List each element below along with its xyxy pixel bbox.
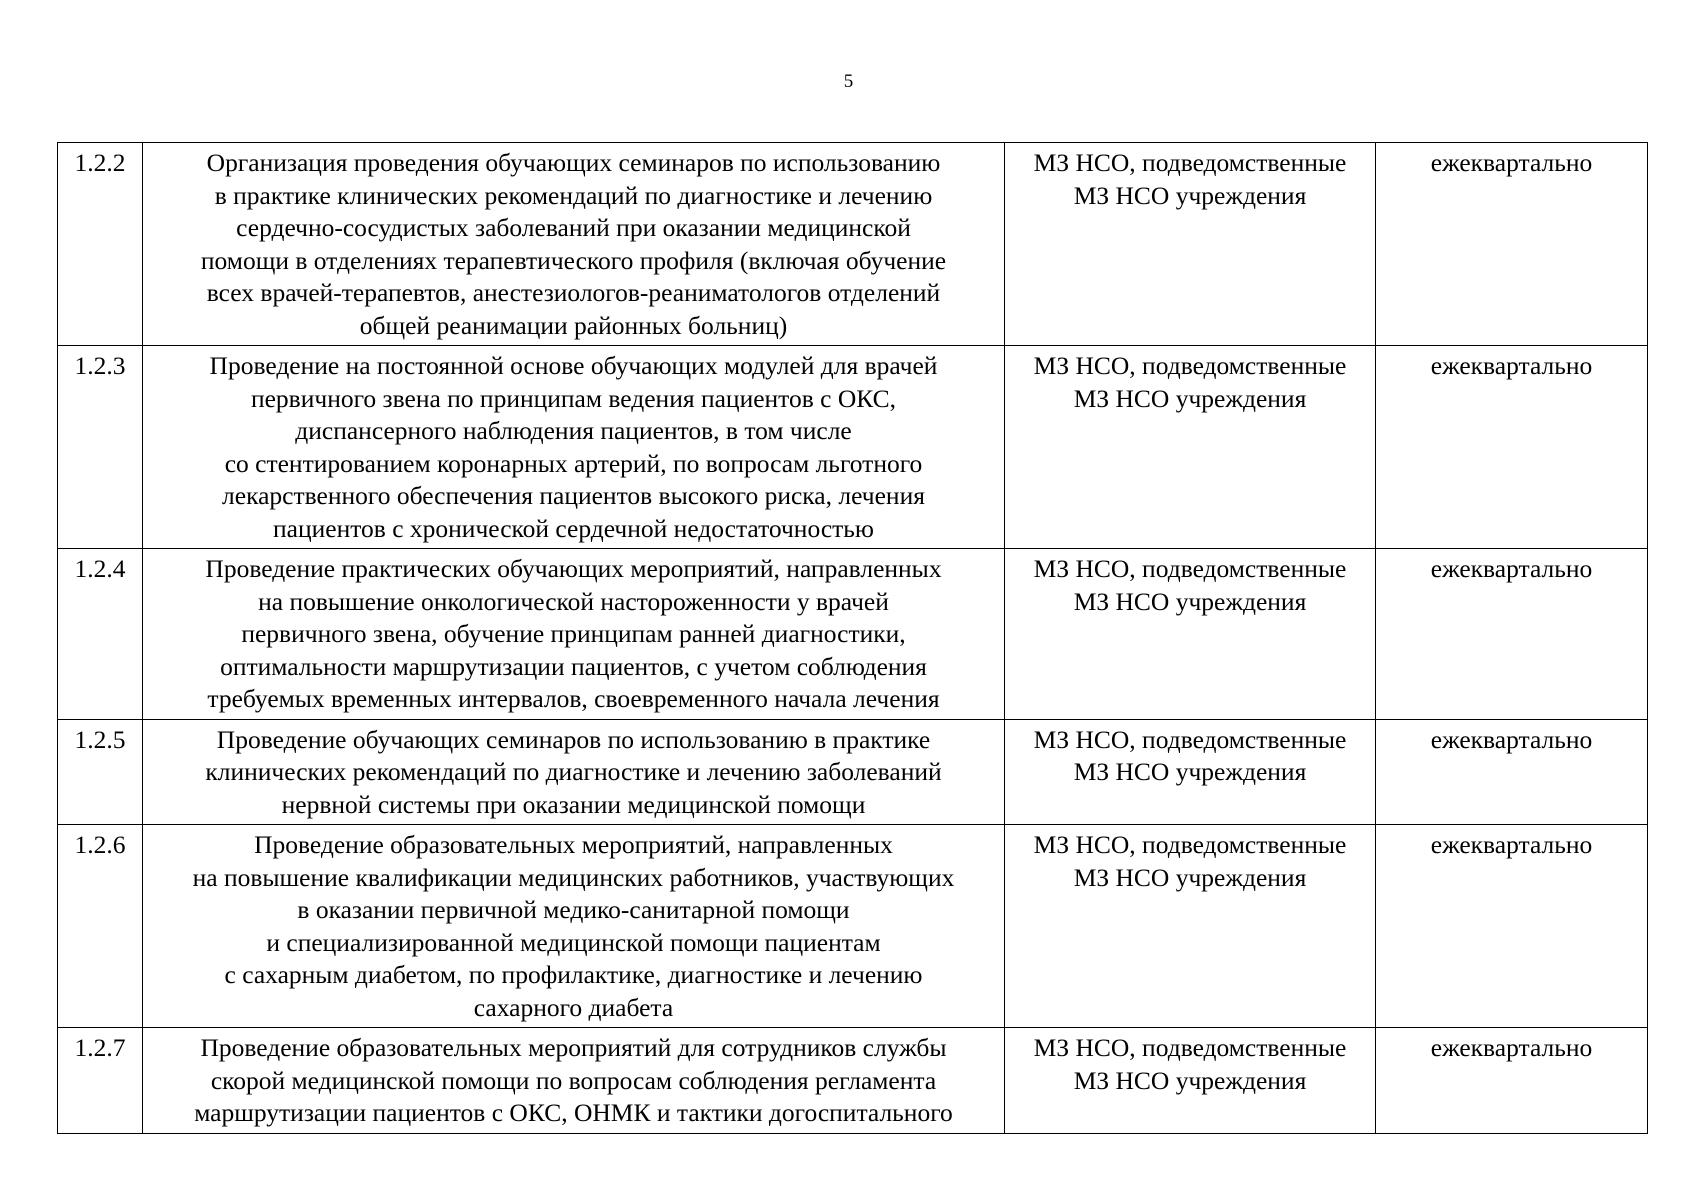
activity-line: первичного звена, обучение принципам ранней диагностики,: [241, 619, 906, 648]
activity-line: всех врачей-терапевтов, анестезиологов-реаниматологов отделений: [206, 278, 941, 307]
executor-line: МЗ НСО учреждения: [1073, 862, 1307, 892]
term: ежеквартально: [1376, 825, 1648, 1028]
activity-line: сахарного диабета: [473, 992, 674, 1022]
executor-line: МЗ НСО, подведомственные: [1033, 148, 1347, 177]
table-row: [58, 346, 1648, 549]
table-row: [58, 1028, 1648, 1134]
executor-line: МЗ НСО, подведомственные: [1033, 351, 1347, 380]
executor-line: МЗ НСО учреждения: [1073, 757, 1307, 786]
activity-description: [143, 719, 1005, 825]
item-number: 1.2.2: [58, 143, 143, 346]
activity-line: оптимальности маршрутизации пациентов, с учетом соблюдения: [220, 651, 927, 681]
activity-description: [143, 1028, 1005, 1134]
activity-line: Проведение на постоянной основе обучающих модулей для врачей: [209, 351, 938, 380]
item-number: 1.2.4: [58, 549, 143, 720]
activity-line: с сахарным диабетом, по профилактике, диагностике и лечению: [224, 960, 923, 989]
table-row: [58, 719, 1648, 825]
executor-line: МЗ НСО учреждения: [1073, 180, 1307, 210]
activity-line: первичного звена по принципам ведения пациентов с ОКС,: [250, 383, 897, 413]
activity-line: Проведение обучающих семинаров по использованию в практике: [216, 724, 931, 754]
term: ежеквартально: [1376, 1028, 1648, 1134]
activity-line: лекарственного обеспечения пациентов высокого риска, лечения: [222, 481, 925, 510]
activity-line: в практике клинических рекомендаций по диагностике и лечению: [214, 180, 933, 210]
activity-line: на повышение квалификации медицинских работников, участвующих: [192, 862, 955, 892]
activity-line: клинических рекомендаций по диагностике и лечению заболеваний: [205, 757, 942, 786]
activity-line: со стентированием коронарных артерий, по вопросам льготного: [224, 448, 923, 478]
page-number: 5: [843, 71, 854, 92]
activity-line: пациентов с хронической сердечной недостаточностью: [273, 513, 874, 543]
executor-line: МЗ НСО, подведомственные: [1033, 724, 1347, 754]
activity-description: [143, 346, 1005, 549]
activity-description: [143, 549, 1005, 720]
activity-line: диспансерного наблюдения пациентов, в том числе: [295, 416, 852, 445]
item-number: 1.2.6: [58, 825, 143, 1028]
activity-line: нервной системы при оказании медицинской помощи: [281, 789, 866, 819]
activity-line: в оказании первичной медико-санитарной помощи: [297, 895, 850, 924]
activity-line: Проведение образовательных мероприятий для сотрудников службы: [200, 1033, 947, 1062]
activity-line: скорой медицинской помощи по вопросам соблюдения регламента: [210, 1065, 937, 1095]
activity-line: Проведение практических обучающих мероприятий, направленных: [205, 554, 942, 583]
term: ежеквартально: [1376, 719, 1648, 825]
activity-line: Проведение образовательных мероприятий, направленных: [254, 830, 893, 859]
executor: [1005, 1028, 1376, 1134]
item-number: 1.2.7: [58, 1028, 143, 1134]
item-number: 1.2.3: [58, 346, 143, 549]
executor-line: МЗ НСО, подведомственные: [1033, 554, 1347, 583]
activity-description: [143, 143, 1005, 346]
executor-line: МЗ НСО учреждения: [1073, 1065, 1307, 1095]
table-row: [58, 825, 1648, 1028]
activity-line: общей реанимации районных больниц): [359, 310, 788, 340]
activity-line: сердечно-сосудистых заболеваний при оказании медицинской: [236, 213, 911, 242]
activity-line: помощи в отделениях терапевтического профиля (включая обучение: [200, 245, 947, 275]
term: ежеквартально: [1376, 549, 1648, 720]
executor: [1005, 346, 1376, 549]
activities-table: [57, 142, 1648, 1134]
activity-line: Организация проведения обучающих семинаров по использованию: [206, 148, 941, 177]
executor-line: МЗ НСО учреждения: [1073, 586, 1307, 616]
executor: [1005, 825, 1376, 1028]
activity-line: и специализированной медицинской помощи пациентам: [266, 927, 881, 957]
activity-line: требуемых временных интервалов, своевременного начала лечения: [207, 684, 940, 713]
executor: [1005, 549, 1376, 720]
table-row: [58, 549, 1648, 720]
activity-description: [143, 825, 1005, 1028]
executor: [1005, 143, 1376, 346]
executor-line: МЗ НСО, подведомственные: [1033, 830, 1347, 859]
executor: [1005, 719, 1376, 825]
activity-line: маршрутизации пациентов с ОКС, ОНМК и тактики догоспитального: [194, 1098, 953, 1127]
executor-line: МЗ НСО учреждения: [1073, 383, 1307, 413]
term: ежеквартально: [1376, 143, 1648, 346]
executor-line: МЗ НСО, подведомственные: [1033, 1033, 1347, 1062]
item-number: 1.2.5: [58, 719, 143, 825]
term: ежеквартально: [1376, 346, 1648, 549]
table-row: [58, 143, 1648, 346]
activity-line: на повышение онкологической настороженности у врачей: [258, 586, 889, 616]
